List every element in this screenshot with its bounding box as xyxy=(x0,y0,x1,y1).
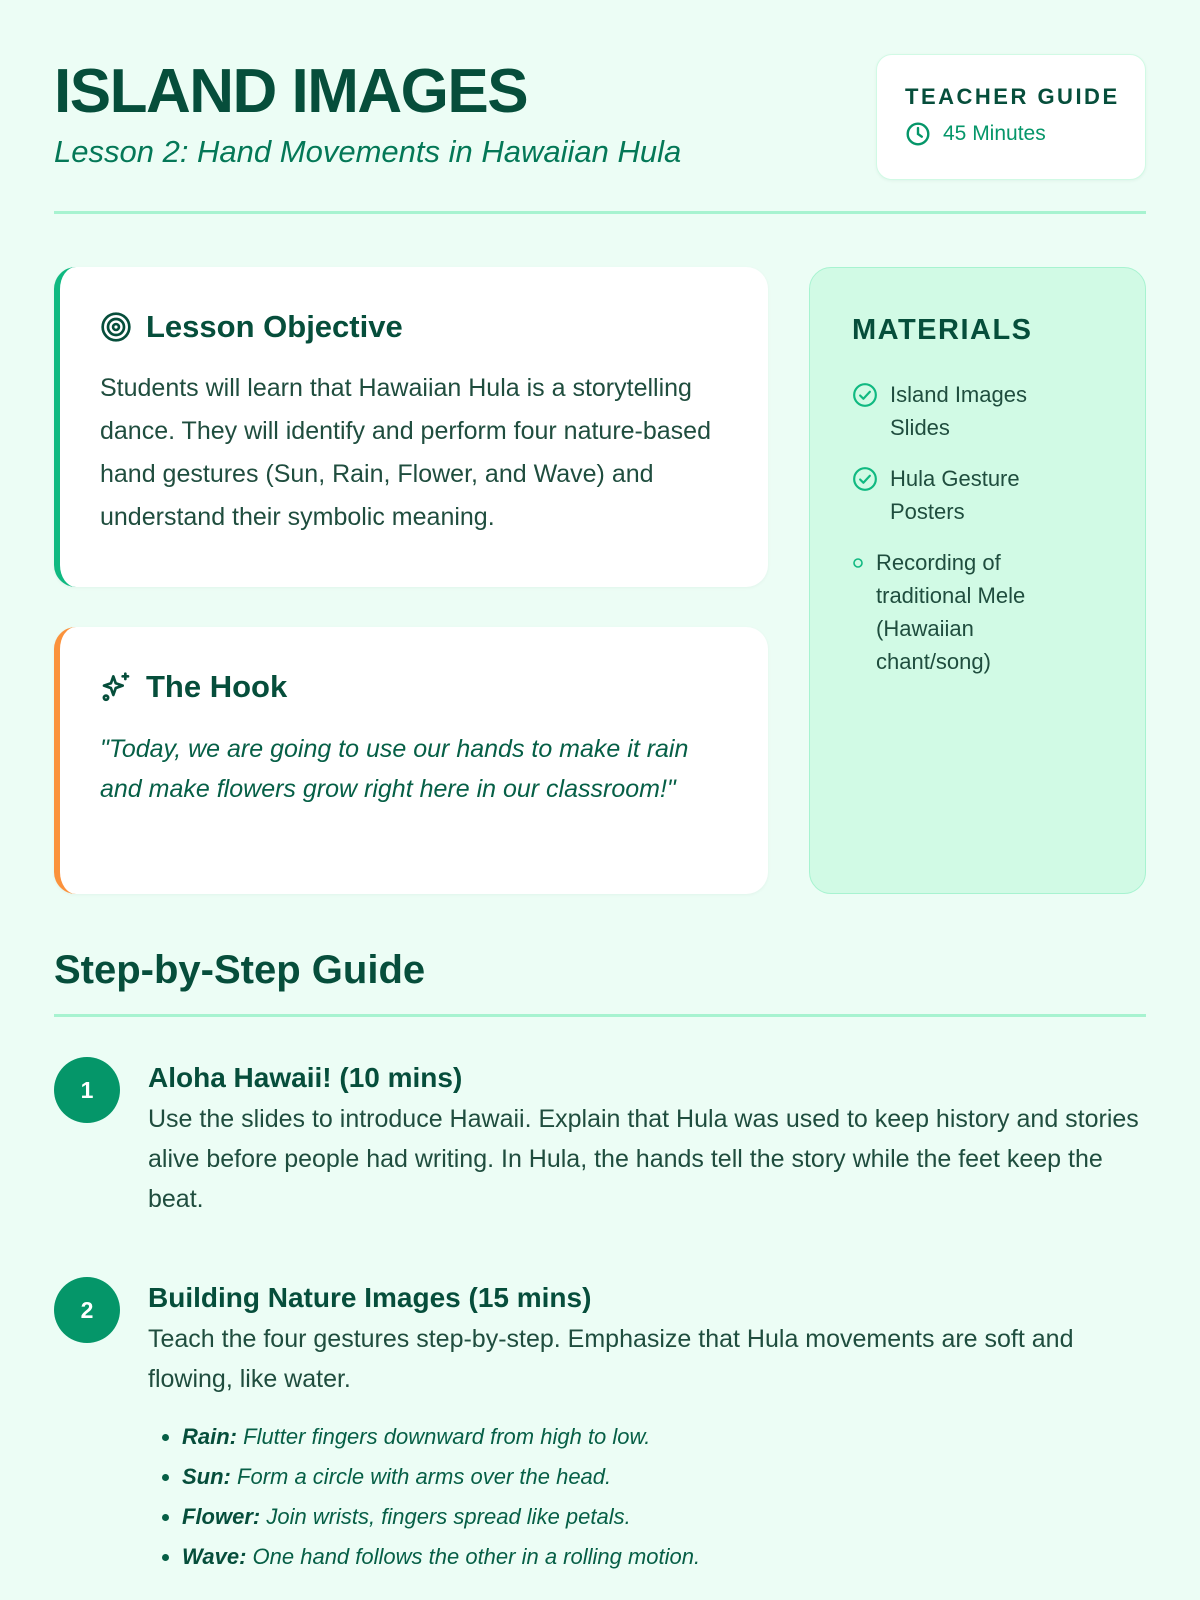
step-text: Use the slides to introduce Hawaii. Explain that Hula was used to keep history and stories alive before people had writing. In Hula, the hands tell the story while the feet keep the beat. xyxy=(148,1105,1139,1213)
materials-title: MATERIALS xyxy=(852,314,1033,346)
gesture-name: Flower: xyxy=(182,1504,261,1529)
gesture-desc: Join wrists, fingers spread like petals. xyxy=(266,1504,631,1529)
list-item xyxy=(182,1537,1148,1577)
small-circle-icon xyxy=(852,557,864,569)
lesson-subtitle: Lesson 2: Hand Movements in Hawaiian Hula xyxy=(54,134,682,169)
check-circle-icon xyxy=(852,382,878,408)
hook-heading-row xyxy=(100,667,728,707)
clock-icon xyxy=(905,121,931,147)
list-item xyxy=(852,462,1115,528)
list-item xyxy=(852,546,1115,678)
hook-card xyxy=(54,627,768,894)
header-divider xyxy=(54,211,1146,214)
step-title: Aloha Hawaii! (10 mins) xyxy=(148,1062,463,1093)
step-title: Building Nature Images (15 mins) xyxy=(148,1282,592,1313)
sparkles-icon xyxy=(100,671,132,703)
objective-text: Students will learn that Hawaiian Hula is a storytelling dance. They will identify and perform four nature-based hand gestures (Sun, Rain, Flower, and Wave) and understand their symbolic meaning. xyxy=(100,374,711,531)
page-title: ISLAND IMAGES xyxy=(54,57,528,126)
gesture-desc: One hand follows the other in a rolling motion. xyxy=(252,1544,701,1569)
list-item xyxy=(852,378,1115,444)
gesture-name: Rain: xyxy=(182,1424,237,1449)
gesture-name: Wave: xyxy=(182,1544,247,1569)
material-label: Hula Gesture Posters xyxy=(890,466,1020,524)
gesture-desc: Flutter fingers downward from high to low. xyxy=(243,1424,651,1449)
objective-heading: Lesson Objective xyxy=(146,309,403,344)
gesture-list xyxy=(148,1417,1148,1577)
step-number-badge: 2 xyxy=(54,1277,120,1343)
teacher-guide-label: TEACHER GUIDE xyxy=(905,84,1120,109)
objective-heading-row xyxy=(100,307,728,347)
hook-heading: The Hook xyxy=(146,669,288,704)
step-body xyxy=(148,1277,1148,1577)
duration-row xyxy=(905,121,1145,147)
steps-divider xyxy=(54,1014,1146,1017)
list-item xyxy=(182,1457,1148,1497)
header xyxy=(54,54,1146,214)
material-label: Island Images Slides xyxy=(890,382,1027,440)
list-item xyxy=(182,1417,1148,1457)
hook-quote: "Today, we are going to use our hands to make it rain and make flowers grow right here in our classroom!" xyxy=(100,735,689,803)
steps-title: Step-by-Step Guide xyxy=(54,948,426,992)
step-text: Teach the four gestures step-by-step. Emphasize that Hula movements are soft and flowing, like water. xyxy=(148,1325,1074,1393)
gesture-name: Sun: xyxy=(182,1464,231,1489)
materials-list xyxy=(852,378,1115,678)
list-item xyxy=(182,1497,1148,1537)
step-number-badge: 1 xyxy=(54,1057,120,1123)
check-circle-icon xyxy=(852,466,878,492)
gesture-desc: Form a circle with arms over the head. xyxy=(237,1464,612,1489)
target-icon xyxy=(100,311,132,343)
materials-panel xyxy=(809,267,1146,894)
lesson-objective-card xyxy=(54,267,768,587)
material-label: Recording of traditional Mele (Hawaiian chant/song) xyxy=(876,550,1026,674)
step-body xyxy=(148,1057,1148,1219)
teacher-guide-badge xyxy=(876,54,1146,180)
duration-text: 45 Minutes xyxy=(943,122,1046,145)
